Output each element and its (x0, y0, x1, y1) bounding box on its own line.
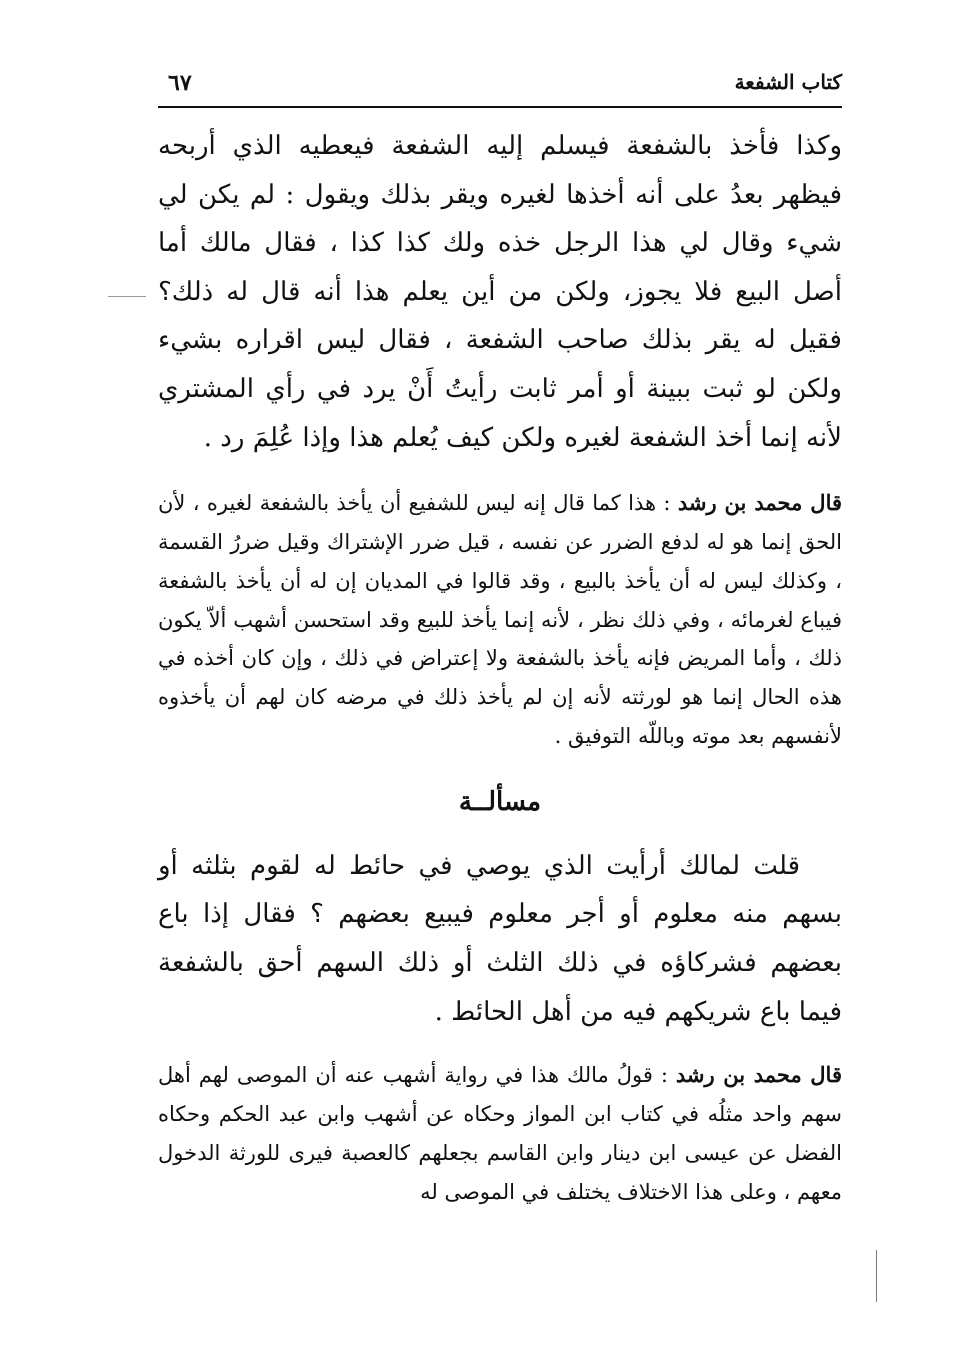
margin-mark (876, 1250, 877, 1302)
speaker-label: قال محمد بن رشد (677, 490, 843, 516)
paragraph-1: وكذا فأخذ بالشفعة فيسلم إليه الشفعة فيعطيه الذي أربحه فيظهر بعدُ على أنه أخذها لغيره ويقر بذلك ويقول : لم يكن لي شيء وقال لي هذا الرجل خذه ولك كذا كذا ، فقال مالك أما أصل البيع فلا يجوز، ولكن من أين يعلم هذا أنه قال له ذلك؟ فقيل له يقر بذلك صاحب الشفعة ، فقال ليس اقراره بشيء ولكن لو ثبت ببينة أو أمر ثابت رأيتُ أَنْ يرد في رأي المشتري لأنه إنما أخذ الشفعة لغيره ولكن كيف يُعلم هذا وإذا عُلِمَ رد . (158, 131, 842, 453)
page-header (158, 66, 842, 106)
margin-mark (108, 296, 146, 297)
paragraph-2 (158, 484, 842, 756)
speaker-label: قال محمد بن رشد (675, 1062, 842, 1088)
running-title: كتاب الشفعة (734, 70, 842, 94)
paragraph-2-text: : هذا كما قال إنه ليس للشفيع أن يأخذ بالشفعة لغيره ، لأن الحق إنما هو له لدفع الضرر عن نفسه ، قيل ضرر الإشتراك وقيل ضررُ القسمة ، وكذلك ليس له أن يأخذ بالبيع ، وقد قالوا في المديان إن له أن يأخذ بالشفعة فيباع لغرمائه ، وفي ذلك نظر ، لأنه إنما يأخذ للبيع وقد استحسن أشهب ألاّ يكون ذلك ، وأما المريض فإنه يأخذ بالشفعة ولا إعتراض في ذلك ، وإن كان أخذه في هذه الحال إنما هو لورثته لأنه إن لم يأخذ ذلك في مرضه كان لهم أن يأخذوه لأنفسهم بعد موته وباللّه التوفيق . (158, 491, 842, 748)
paragraph-3: قلت لمالك أرأيت الذي يوصي في حائط له لقوم بثلثه أو بسهم منه معلوم أو أجر معلوم فيبيع بعضهم ؟ فقال إذا باع بعضهم فشركاؤه في ذلك الثلث أو ذلك السهم أحق بالشفعة فيما باع شريكهم فيه من أهل الحائط . (158, 850, 842, 1027)
section-title: مسألــة (458, 786, 542, 817)
page-body (158, 122, 842, 1211)
paragraph-4-text: : قولُ مالك هذا في رواية أشهب عنه أن الموصى لهم أهل سهم واحد مثلُه في كتاب ابن المواز وحكاه عن أشهب وابن عبد الحكم وحكاه الفضل عن عيسى ابن دينار وابن القاسم بجعلهم كالعصبة فيرى للورثة الدخول معهم ، وعلى هذا الاختلاف يختلف في الموصى له (158, 1063, 842, 1204)
page-number: ٦٧ (168, 70, 192, 96)
header-rule (158, 106, 842, 108)
paragraph-4 (158, 1056, 842, 1211)
